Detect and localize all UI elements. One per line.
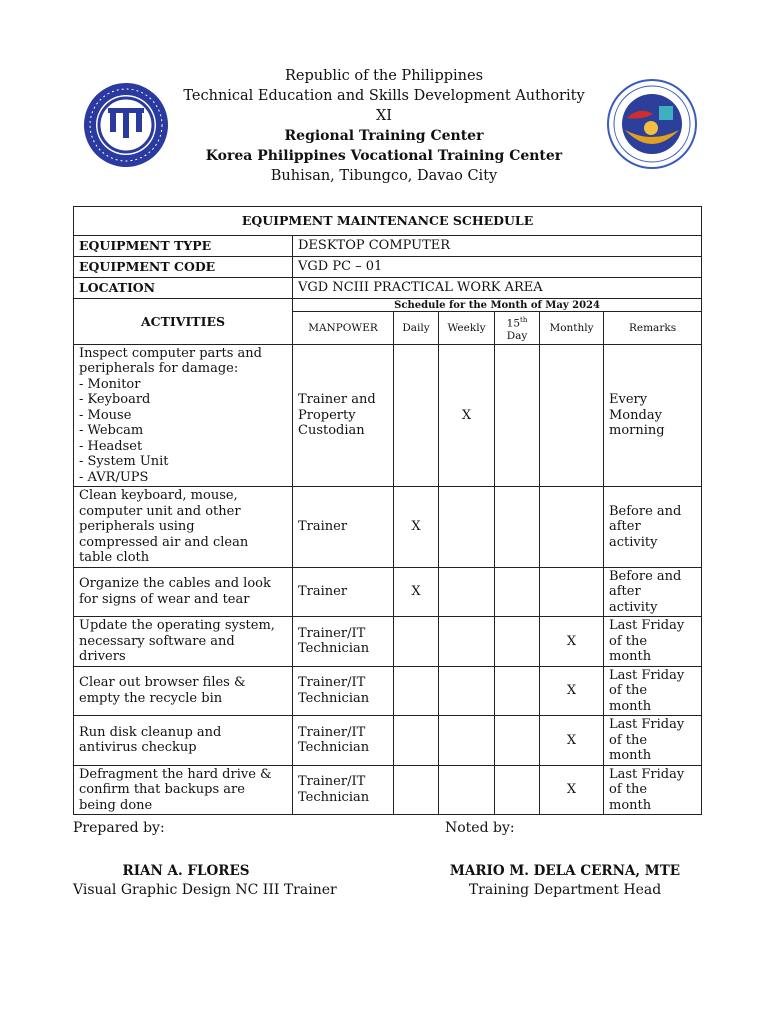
header-address: Buhisan, Tibungco, Davao City xyxy=(270,168,498,184)
weekly-cell xyxy=(439,666,495,716)
weekly-cell xyxy=(439,765,495,815)
remarks-cell-line: of the xyxy=(609,732,648,748)
manpower-cell xyxy=(293,344,394,487)
daily-cell xyxy=(394,716,439,766)
remarks-cell-line: of the xyxy=(609,633,648,649)
table-row xyxy=(74,567,702,617)
fifteenth-day-header xyxy=(495,312,540,345)
equipment-type-label: EQUIPMENT TYPE xyxy=(74,236,293,257)
equipment-type-row xyxy=(74,236,702,257)
manpower-cell xyxy=(293,765,394,815)
activity-cell-line: Clear out browser files & xyxy=(79,675,246,691)
manpower-cell-line: Trainer/IT xyxy=(298,774,366,790)
remarks-cell-line: of the xyxy=(609,782,648,797)
manpower-cell-line: Technician xyxy=(298,740,370,756)
weekly-cell xyxy=(439,567,495,617)
monthly-cell xyxy=(540,487,604,568)
activity-cell xyxy=(74,765,293,815)
daily-cell xyxy=(394,666,439,716)
fifteenth-day-word: Day xyxy=(506,329,528,342)
manpower-cell-line: Trainer/IT xyxy=(298,724,366,740)
activity-cell-line: Run disk cleanup and xyxy=(79,724,222,740)
fifteenth-day-cell xyxy=(495,666,540,716)
daily-cell: X xyxy=(394,487,439,568)
monthly-cell: X xyxy=(540,666,604,716)
table-row xyxy=(74,765,702,815)
weekly-cell: X xyxy=(439,344,495,487)
manpower-cell-line: Property xyxy=(298,407,356,423)
fifteenth-day-cell xyxy=(495,716,540,766)
activity-cell-line: - Monitor xyxy=(79,376,141,392)
noted-by-name: MARIO M. DELA CERNA, MTE xyxy=(449,863,681,879)
remarks-cell xyxy=(604,567,702,617)
activity-cell-line: Inspect computer parts and xyxy=(79,345,262,361)
fifteenth-day-cell xyxy=(495,567,540,617)
header-agency: Technical Education and Skills Development Authority xyxy=(183,88,585,104)
equipment-code-value: VGD PC – 01 xyxy=(293,257,702,278)
monthly-cell: X xyxy=(540,716,604,766)
weekly-header: Weekly xyxy=(439,312,495,345)
location-row xyxy=(74,278,702,299)
maintenance-schedule-table xyxy=(73,206,702,815)
equipment-type-value: DESKTOP COMPUTER xyxy=(293,236,702,257)
manpower-cell-line: Trainer/IT xyxy=(298,625,366,641)
header-institution: Korea Philippines Vocational Training Center xyxy=(205,148,563,164)
activity-cell-line: Defragment the hard drive & xyxy=(79,766,272,782)
activity-cell-line: peripherals for damage: xyxy=(79,361,239,376)
activity-cell xyxy=(74,487,293,568)
fifteenth-day-cell xyxy=(495,344,540,487)
remarks-cell-line: morning xyxy=(609,423,665,438)
header-region: XI xyxy=(375,108,393,124)
table-row xyxy=(74,666,702,716)
activity-cell-line: computer unit and other xyxy=(79,503,241,519)
activity-cell xyxy=(74,617,293,667)
activity-cell-line: being done xyxy=(79,797,153,813)
manpower-cell-line: Trainer xyxy=(298,584,348,599)
noted-by-title: Training Department Head xyxy=(468,882,662,898)
remarks-cell-line: after xyxy=(609,519,641,534)
location-label: LOCATION xyxy=(74,278,293,299)
remarks-cell xyxy=(604,716,702,766)
remarks-cell-line: Before and xyxy=(609,568,682,584)
manpower-cell-line: Technician xyxy=(298,641,370,657)
daily-cell xyxy=(394,344,439,487)
daily-cell: X xyxy=(394,567,439,617)
table-row xyxy=(74,716,702,766)
activity-cell-line: empty the recycle bin xyxy=(79,690,223,706)
table-title: EQUIPMENT MAINTENANCE SCHEDULE xyxy=(74,207,702,236)
monthly-cell xyxy=(540,344,604,487)
activity-cell-line: necessary software and xyxy=(79,633,235,649)
remarks-cell xyxy=(604,666,702,716)
activity-cell xyxy=(74,666,293,716)
daily-cell xyxy=(394,617,439,667)
activity-cell-line: compressed air and clean xyxy=(79,534,249,550)
activity-cell-line: peripherals using xyxy=(79,519,195,534)
remarks-cell-line: month xyxy=(609,649,652,664)
table-row xyxy=(74,487,702,568)
prepared-by-name: RIAN A. FLORES xyxy=(122,863,250,879)
schedule-month-header: Schedule for the Month of May 2024 xyxy=(293,299,702,312)
remarks-cell-line: Last Friday xyxy=(609,618,685,633)
remarks-cell-line: Every xyxy=(609,392,648,407)
daily-header: Daily xyxy=(394,312,439,345)
remarks-cell xyxy=(604,344,702,487)
location-value: VGD NCIII PRACTICAL WORK AREA xyxy=(293,278,702,299)
fifteenth-number: 15 xyxy=(506,317,521,330)
activity-cell xyxy=(74,567,293,617)
fifteenth-day-cell xyxy=(495,617,540,667)
remarks-cell-line: Last Friday xyxy=(609,667,685,683)
activity-cell-line: table cloth xyxy=(79,550,150,565)
manpower-cell xyxy=(293,666,394,716)
remarks-cell-line: activity xyxy=(609,534,658,550)
table-row xyxy=(74,617,702,667)
activity-cell-line: drivers xyxy=(79,649,126,664)
equipment-code-row xyxy=(74,257,702,278)
manpower-cell-line: Technician xyxy=(298,690,370,706)
noted-by-label: Noted by: xyxy=(445,820,515,836)
manpower-cell xyxy=(293,716,394,766)
activities-header: ACTIVITIES xyxy=(74,299,293,345)
weekly-cell xyxy=(439,487,495,568)
activity-cell-line: antivirus checkup xyxy=(79,740,197,756)
equipment-code-label: EQUIPMENT CODE xyxy=(74,257,293,278)
remarks-cell-line: Last Friday xyxy=(609,766,685,782)
fifteenth-day-cell xyxy=(495,765,540,815)
activity-cell-line: Update the operating system, xyxy=(79,618,275,633)
table-row xyxy=(74,344,702,487)
activity-cell-line: - Headset xyxy=(79,438,143,454)
remarks-cell-line: month xyxy=(609,797,652,813)
remarks-cell-line: after xyxy=(609,584,641,599)
remarks-cell-line: Before and xyxy=(609,503,682,519)
activity-cell xyxy=(74,716,293,766)
manpower-cell-line: Trainer xyxy=(298,519,348,534)
title-row xyxy=(74,207,702,236)
activity-cell-line: for signs of wear and tear xyxy=(79,591,250,607)
remarks-cell-line: Monday xyxy=(609,407,662,423)
activity-cell-line: Clean keyboard, mouse, xyxy=(79,488,238,503)
weekly-cell xyxy=(439,617,495,667)
monthly-header: Monthly xyxy=(540,312,604,345)
manpower-cell xyxy=(293,617,394,667)
manpower-cell-line: Trainer and xyxy=(298,392,376,407)
manpower-cell xyxy=(293,487,394,568)
remarks-cell-line: Last Friday xyxy=(609,717,685,732)
fifteenth-day-cell xyxy=(495,487,540,568)
manpower-cell-line: Custodian xyxy=(298,423,365,438)
remarks-cell xyxy=(604,487,702,568)
monthly-cell: X xyxy=(540,617,604,667)
document-header xyxy=(0,66,768,186)
fifteenth-suffix: th xyxy=(520,316,528,324)
activity-cell-line: - Mouse xyxy=(79,407,132,423)
header-country: Republic of the Philippines xyxy=(284,68,484,84)
manpower-header: MANPOWER xyxy=(293,312,394,345)
manpower-cell-line: Technician xyxy=(298,789,370,805)
activity-cell-line: Organize the cables and look xyxy=(79,576,271,592)
manpower-cell-line: Trainer/IT xyxy=(298,675,366,691)
monthly-cell xyxy=(540,567,604,617)
remarks-cell-line: activity xyxy=(609,599,658,615)
remarks-cell-line: month xyxy=(609,698,652,714)
remarks-cell-line: of the xyxy=(609,683,648,698)
remarks-cell xyxy=(604,617,702,667)
activity-rows xyxy=(74,344,702,815)
activity-cell-line: - System Unit xyxy=(79,454,169,469)
activity-cell-line: - Keyboard xyxy=(79,392,151,407)
activity-cell-line: confirm that backups are xyxy=(79,782,245,797)
activity-cell-line: - Webcam xyxy=(79,423,144,438)
header-center: Regional Training Center xyxy=(284,128,484,144)
activity-cell xyxy=(74,344,293,487)
activity-cell-line: - AVR/UPS xyxy=(79,469,149,485)
monthly-cell: X xyxy=(540,765,604,815)
daily-cell xyxy=(394,765,439,815)
manpower-cell xyxy=(293,567,394,617)
remarks-cell-line: month xyxy=(609,748,652,763)
schedule-header-row xyxy=(74,299,702,312)
weekly-cell xyxy=(439,716,495,766)
remarks-header: Remarks xyxy=(604,312,702,345)
prepared-by-label: Prepared by: xyxy=(73,820,165,836)
prepared-by-title: Visual Graphic Design NC III Trainer xyxy=(73,882,337,898)
remarks-cell xyxy=(604,765,702,815)
